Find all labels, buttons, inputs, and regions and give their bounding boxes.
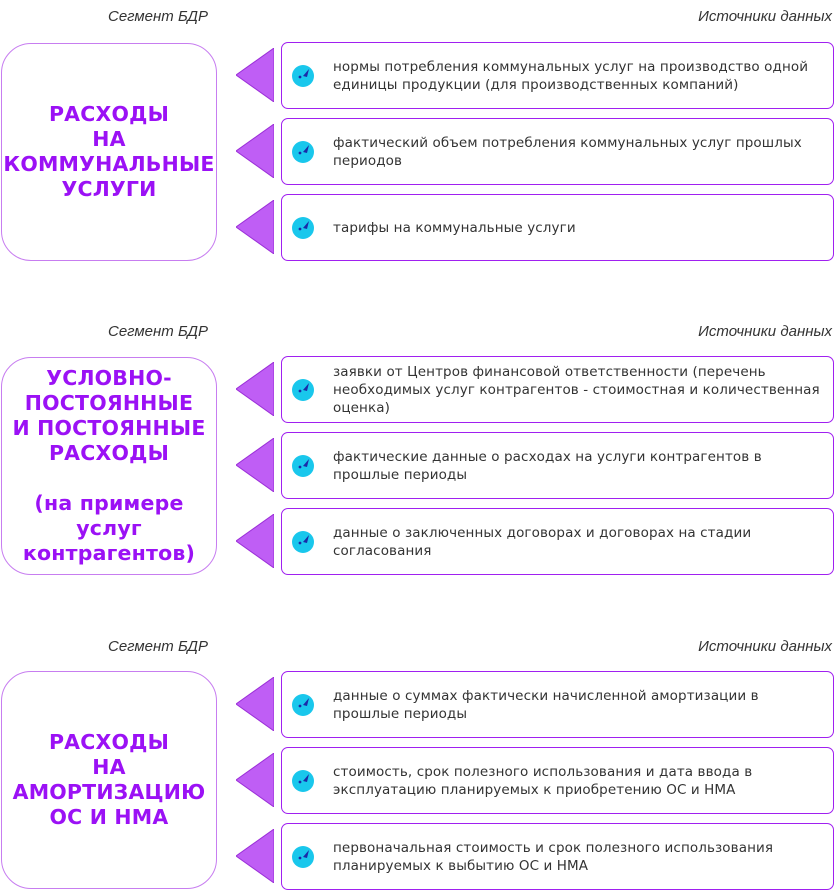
segment-title: РАСХОДЫ НА АМОРТИЗАЦИЮ ОС И НМА	[12, 730, 206, 829]
source-item	[281, 823, 834, 890]
source-text: фактический объем потребления коммунальных услуг прошлых периодов	[333, 134, 802, 169]
segment-title: УСЛОВНО- ПОСТОЯННЫЕ И ПОСТОЯННЫЕ РАСХОДЫ (на примере услуг контрагентов)	[12, 366, 206, 565]
segment-box-fixed-costs	[1, 357, 217, 575]
arrow-left-icon	[236, 200, 274, 254]
bullet-icon	[292, 455, 314, 477]
source-text: стоимость, срок полезного использования и дата ввода в эксплуатацию планируемых к приобретению ОС и НМА	[333, 763, 753, 798]
sources-label: Источники данных	[698, 638, 832, 655]
segment-label: Сегмент БДР	[108, 323, 208, 340]
bullet-icon	[292, 770, 314, 792]
source-text: первоначальная стоимость и срок полезного использования планируемых к выбытию ОС и НМА	[333, 839, 774, 874]
arrow-left-icon	[236, 829, 274, 883]
bullet-icon	[292, 694, 314, 716]
source-text: данные о суммах фактически начисленной амортизации в прошлые периоды	[333, 687, 759, 722]
arrow-left-icon	[236, 438, 274, 492]
arrow-left-icon	[236, 362, 274, 416]
source-item	[281, 118, 834, 185]
sources-label: Источники данных	[698, 323, 832, 340]
bullet-icon	[292, 141, 314, 163]
source-item	[281, 356, 834, 423]
segment-title: РАСХОДЫ НА КОММУНАЛЬНЫЕ УСЛУГИ	[3, 102, 215, 201]
arrow-left-icon	[236, 124, 274, 178]
bullet-icon	[292, 65, 314, 87]
segment-box-depreciation	[1, 671, 217, 889]
source-text: данные о заключенных договорах и договорах на стадии согласования	[333, 524, 752, 559]
arrow-left-icon	[236, 753, 274, 807]
segment-label: Сегмент БДР	[108, 638, 208, 655]
source-item	[281, 42, 834, 109]
source-item	[281, 508, 834, 575]
source-text: фактические данные о расходах на услуги контрагентов в прошлые периоды	[333, 448, 762, 483]
source-text: тарифы на коммунальные услуги	[333, 219, 576, 236]
arrow-left-icon	[236, 514, 274, 568]
bullet-icon	[292, 846, 314, 868]
sources-label: Источники данных	[698, 8, 832, 25]
source-text: заявки от Центров финансовой ответственности (перечень необходимых услуг контрагентов - стоимостная и количественная оценка)	[333, 363, 820, 416]
source-item	[281, 432, 834, 499]
bullet-icon	[292, 379, 314, 401]
arrow-left-icon	[236, 48, 274, 102]
bullet-icon	[292, 217, 314, 239]
bullet-icon	[292, 531, 314, 553]
source-item	[281, 671, 834, 738]
source-text: нормы потребления коммунальных услуг на производство одной единицы продукции (для производственных компаний)	[333, 58, 809, 93]
arrow-left-icon	[236, 677, 274, 731]
segment-label: Сегмент БДР	[108, 8, 208, 25]
source-item	[281, 747, 834, 814]
source-item	[281, 194, 834, 261]
segment-box-utilities	[1, 43, 217, 261]
